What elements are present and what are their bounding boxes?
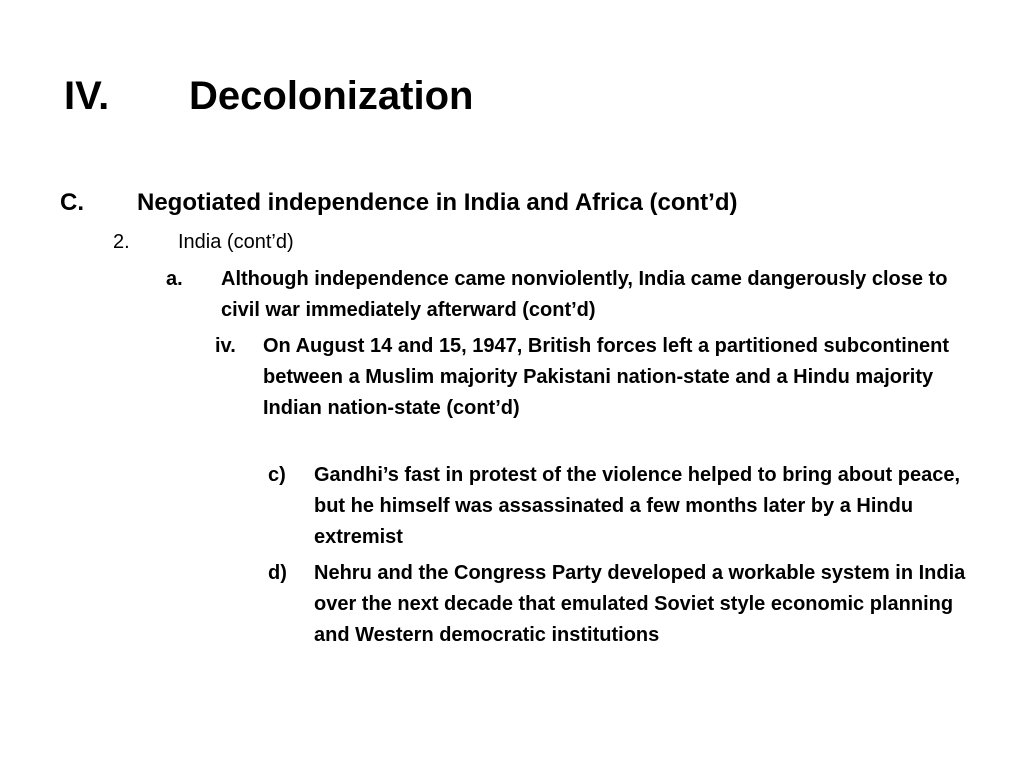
outline-text: Negotiated independence in India and Africa (cont’d) xyxy=(137,189,738,216)
outline-text: Gandhi’s fast in protest of the violence helped to bring about peace, but he himself was assassinated a few months later by a Hindu extremist xyxy=(314,464,961,548)
outline-item-2 xyxy=(113,229,973,255)
slide-title xyxy=(64,72,473,120)
outline-text: Nehru and the Congress Party developed a workable system in India over the next decade that emulated Soviet style economic planning and Western democratic institutions xyxy=(314,562,966,646)
outline-text: On August 14 and 15, 1947, British forces left a partitioned subcontinent between a Muslim majority Pakistani nation-state and a Hindu majority Indian nation-state (cont’d) xyxy=(263,335,950,419)
outline-item-sub-d xyxy=(268,558,968,651)
outline-marker: C. xyxy=(60,189,84,216)
title-number: IV. xyxy=(64,74,110,118)
outline-item-c xyxy=(60,187,960,218)
outline-text: India (cont’d) xyxy=(178,231,294,253)
outline-marker: c) xyxy=(268,464,286,486)
outline-marker: iv. xyxy=(215,335,236,357)
title-text: Decolonization xyxy=(189,74,474,118)
outline-text: Although independence came nonviolently, India came dangerously close to civil war immediately afterward (cont’d) xyxy=(221,268,948,321)
outline-item-iv xyxy=(215,331,975,424)
outline-marker: 2. xyxy=(113,231,130,253)
outline-item-a xyxy=(166,264,976,326)
outline-marker: d) xyxy=(268,562,287,584)
outline-marker: a. xyxy=(166,268,183,290)
outline-item-sub-c xyxy=(268,460,968,553)
